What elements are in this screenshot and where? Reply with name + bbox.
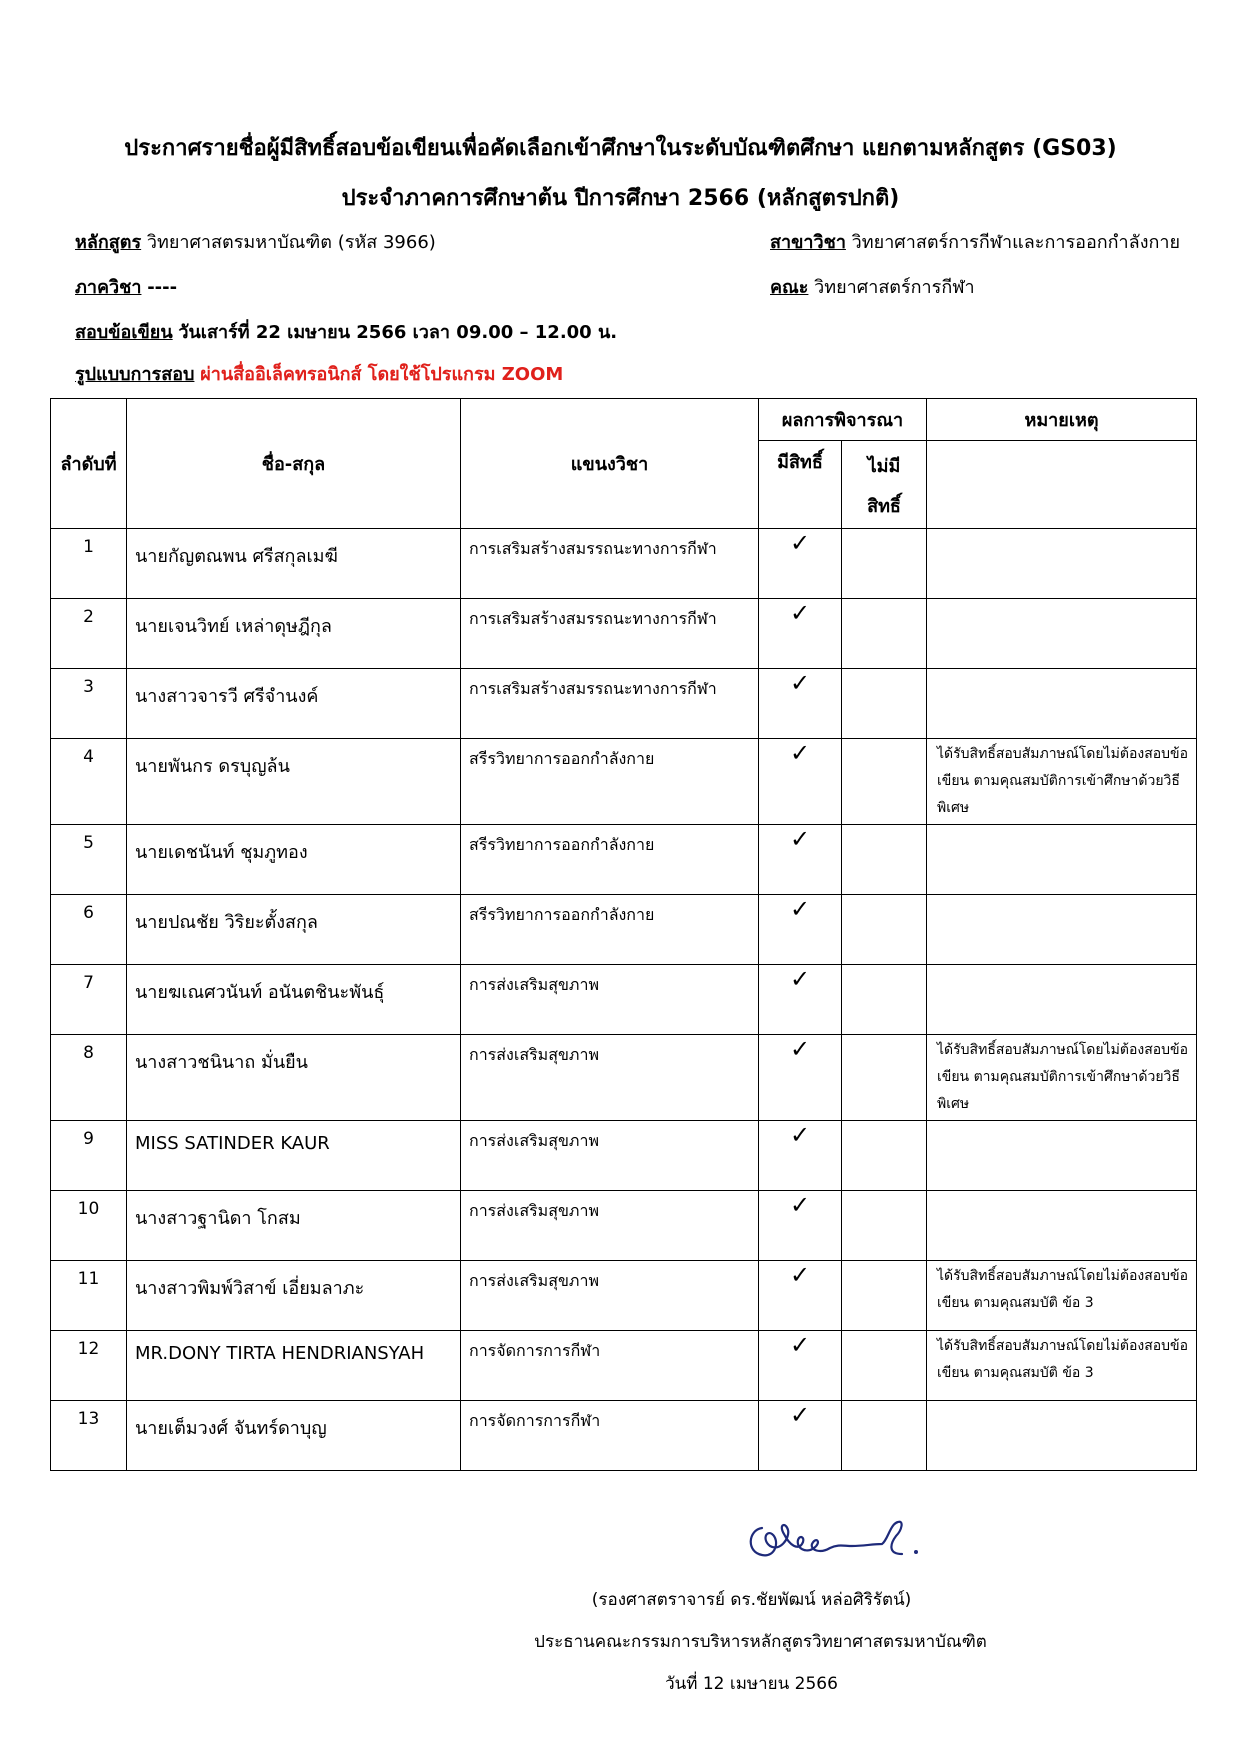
row-major: การเสริมสร้างสมรรถนะทางการกีฬา — [461, 599, 759, 669]
row-remark — [927, 529, 1197, 599]
field-info — [770, 230, 1180, 256]
row-number: 1 — [51, 529, 127, 599]
row-eligible-check: ✓ — [759, 1331, 842, 1401]
row-not-eligible — [842, 529, 927, 599]
row-name: นายพันกร ดรบุญล้น — [127, 739, 461, 825]
table-row — [51, 965, 1197, 1035]
field-label: สาขาวิชา — [770, 232, 846, 253]
row-major: การส่งเสริมสุขภาพ — [461, 1035, 759, 1121]
row-eligible-check: ✓ — [759, 1261, 842, 1331]
row-number: 5 — [51, 825, 127, 895]
row-name: นางสาวฐานิดา โกสม — [127, 1191, 461, 1261]
department-label: ภาควิชา — [75, 277, 142, 298]
row-not-eligible — [842, 825, 927, 895]
row-eligible-check: ✓ — [759, 669, 842, 739]
table-row — [51, 825, 1197, 895]
row-major: การส่งเสริมสุขภาพ — [461, 1261, 759, 1331]
row-name: นางสาวพิมพ์วิสาข์ เอี่ยมลาภะ — [127, 1261, 461, 1331]
announcement-date: วันที่ 12 เมษายน 2566 — [665, 1674, 838, 1694]
header-result: ผลการพิจารณา — [759, 399, 927, 441]
exam-info — [75, 320, 617, 346]
row-major: การส่งเสริมสุขภาพ — [461, 965, 759, 1035]
table-row — [51, 1401, 1197, 1471]
header-not-eligible — [842, 441, 927, 529]
header-remarks: หมายเหตุ — [927, 399, 1197, 441]
row-not-eligible — [842, 965, 927, 1035]
row-number: 12 — [51, 1331, 127, 1401]
row-name: นายกัญตณพน ศรีสกุลเมฆี — [127, 529, 461, 599]
row-remark — [927, 1121, 1197, 1191]
signer-name: (รองศาสตราจารย์ ดร.ชัยพัฒน์ หล่อศิริรัตน์) — [591, 1590, 912, 1610]
table-row — [51, 1035, 1197, 1121]
row-number: 13 — [51, 1401, 127, 1471]
row-major: การจัดการการกีฬา — [461, 1331, 759, 1401]
row-major: สรีรวิทยาการออกกำลังกาย — [461, 895, 759, 965]
row-eligible-check: ✓ — [759, 1121, 842, 1191]
faculty-value: วิทยาศาสตร์การกีฬา — [814, 277, 975, 298]
row-remark: ได้รับสิทธิ์สอบสัมภาษณ์โดยไม่ต้องสอบข้อเขียน ตามคุณสมบัติการเข้าศึกษาด้วยวิธีพิเศษ — [927, 1035, 1197, 1121]
row-major: การส่งเสริมสุขภาพ — [461, 1121, 759, 1191]
row-eligible-check: ✓ — [759, 1401, 842, 1471]
row-remark — [927, 895, 1197, 965]
row-name: นางสาวจารวี ศรีจำนงค์ — [127, 669, 461, 739]
row-number: 9 — [51, 1121, 127, 1191]
row-not-eligible — [842, 1121, 927, 1191]
signature — [740, 1500, 980, 1570]
candidate-table — [50, 398, 1197, 1471]
row-eligible-check: ✓ — [759, 529, 842, 599]
signer-position: ประธานคณะกรรมการบริหารหลักสูตรวิทยาศาสตรมหาบัณฑิต — [534, 1632, 987, 1652]
table-row — [51, 599, 1197, 669]
row-major: การจัดการการกีฬา — [461, 1401, 759, 1471]
program-value: วิทยาศาสตรมหาบัณฑิต (รหัส 3966) — [146, 232, 436, 253]
row-not-eligible — [842, 895, 927, 965]
row-number: 3 — [51, 669, 127, 739]
row-eligible-check: ✓ — [759, 895, 842, 965]
faculty-info — [770, 275, 975, 301]
row-eligible-check: ✓ — [759, 965, 842, 1035]
faculty-label: คณะ — [770, 277, 809, 298]
row-eligible-check: ✓ — [759, 599, 842, 669]
header-no: ลำดับที่ — [51, 399, 127, 529]
row-name: MR.DONY TIRTA HENDRIANSYAH — [127, 1331, 461, 1401]
row-name: MISS SATINDER KAUR — [127, 1121, 461, 1191]
field-value: วิทยาศาสตร์การกีฬาและการออกกำลังกาย — [851, 232, 1181, 253]
row-remark: ได้รับสิทธิ์สอบสัมภาษณ์โดยไม่ต้องสอบข้อเขียน ตามคุณสมบัติการเข้าศึกษาด้วยวิธีพิเศษ — [927, 739, 1197, 825]
table-row — [51, 1121, 1197, 1191]
table-row — [51, 669, 1197, 739]
table-row — [51, 1261, 1197, 1331]
row-eligible-check: ✓ — [759, 825, 842, 895]
row-number: 4 — [51, 739, 127, 825]
row-remark — [927, 1191, 1197, 1261]
row-number: 10 — [51, 1191, 127, 1261]
exam-format-label: รูปแบบการสอบ — [75, 364, 195, 385]
row-not-eligible — [842, 739, 927, 825]
row-name: นายเต็มวงศ์ จันทร์ดาบุญ — [127, 1401, 461, 1471]
table-row — [51, 895, 1197, 965]
exam-value: วันเสาร์ที่ 22 เมษายน 2566 เวลา 09.00 – 12.00 น. — [178, 322, 618, 343]
header-eligible: มีสิทธิ์ — [759, 441, 842, 529]
header-not-eligible-line2: สิทธิ์ — [867, 496, 901, 517]
table-row — [51, 1191, 1197, 1261]
header-name: ชื่อ-สกุล — [127, 399, 461, 529]
row-eligible-check: ✓ — [759, 739, 842, 825]
exam-label: สอบข้อเขียน — [75, 322, 173, 343]
table-row — [51, 739, 1197, 825]
program-label: หลักสูตร — [75, 232, 142, 253]
row-remark — [927, 1401, 1197, 1471]
row-number: 7 — [51, 965, 127, 1035]
row-remark: ได้รับสิทธิ์สอบสัมภาษณ์โดยไม่ต้องสอบข้อเขียน ตามคุณสมบัติ ข้อ 3 — [927, 1331, 1197, 1401]
row-major: การเสริมสร้างสมรรถนะทางการกีฬา — [461, 669, 759, 739]
table-row — [51, 1331, 1197, 1401]
row-not-eligible — [842, 599, 927, 669]
row-number: 11 — [51, 1261, 127, 1331]
header-major: แขนงวิชา — [461, 399, 759, 529]
row-name: นางสาวชนินาถ มั่นยืน — [127, 1035, 461, 1121]
row-number: 8 — [51, 1035, 127, 1121]
row-remark — [927, 599, 1197, 669]
row-not-eligible — [842, 1401, 927, 1471]
department-info — [75, 275, 177, 301]
row-name: นายเจนวิทย์ เหล่าดุษฎีกุล — [127, 599, 461, 669]
row-not-eligible — [842, 1035, 927, 1121]
row-not-eligible — [842, 1191, 927, 1261]
row-name: นายเดชนันท์ ชุมภูทอง — [127, 825, 461, 895]
row-name: นายปณชัย วิริยะตั้งสกุล — [127, 895, 461, 965]
exam-format-info — [75, 362, 563, 388]
row-not-eligible — [842, 1261, 927, 1331]
row-remark — [927, 825, 1197, 895]
row-not-eligible — [842, 669, 927, 739]
row-not-eligible — [842, 1331, 927, 1401]
row-name: นายฆเณศวนันท์ อนันตชินะพันธุ์ — [127, 965, 461, 1035]
row-major: สรีรวิทยาการออกกำลังกาย — [461, 739, 759, 825]
program-info — [75, 230, 436, 256]
row-number: 2 — [51, 599, 127, 669]
document-title-line1: ประกาศรายชื่อผู้มีสิทธิ์สอบข้อเขียนเพื่อคัดเลือกเข้าศึกษาในระดับบัณฑิตศึกษา แยกตามหลักสูตร (GS03) — [124, 136, 1117, 161]
row-major: การเสริมสร้างสมรรถนะทางการกีฬา — [461, 529, 759, 599]
row-remark — [927, 965, 1197, 1035]
row-major: สรีรวิทยาการออกกำลังกาย — [461, 825, 759, 895]
row-remark: ได้รับสิทธิ์สอบสัมภาษณ์โดยไม่ต้องสอบข้อเขียน ตามคุณสมบัติ ข้อ 3 — [927, 1261, 1197, 1331]
header-remarks-blank — [927, 441, 1197, 529]
header-not-eligible-line1: ไม่มี — [867, 456, 901, 477]
row-eligible-check: ✓ — [759, 1191, 842, 1261]
row-major: การส่งเสริมสุขภาพ — [461, 1191, 759, 1261]
row-number: 6 — [51, 895, 127, 965]
row-remark — [927, 669, 1197, 739]
exam-format-value: ผ่านสื่ออิเล็คทรอนิกส์ โดยใช้โปรแกรม ZOOM — [200, 364, 564, 385]
department-value: ---- — [147, 277, 178, 298]
document-title-line2: ประจำภาคการศึกษาต้น ปีการศึกษา 2566 (หลักสูตรปกติ) — [341, 186, 900, 211]
row-eligible-check: ✓ — [759, 1035, 842, 1121]
table-row — [51, 529, 1197, 599]
